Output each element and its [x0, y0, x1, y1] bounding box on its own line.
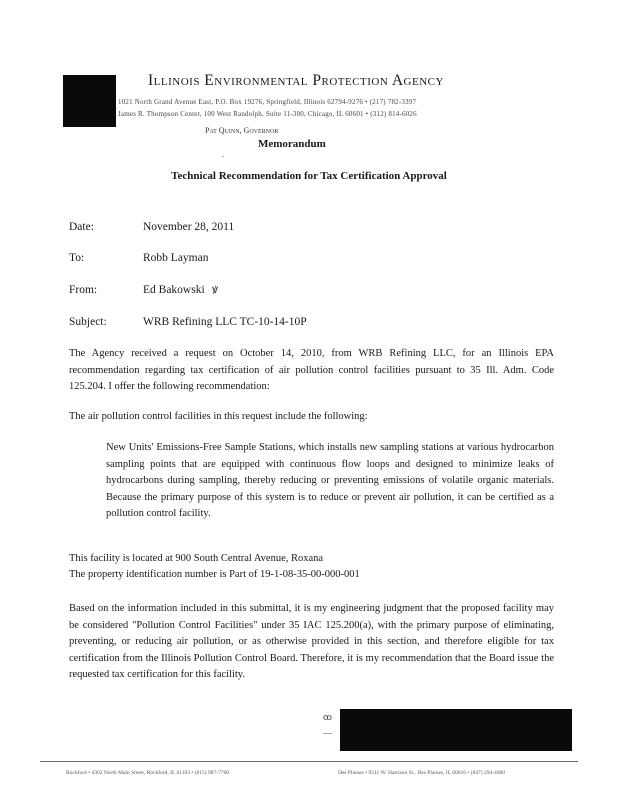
intro-paragraph: The Agency received a request on October 14, 2010, from WRB Refining LLC, for an Illinois EPA recommendation regarding tax certification of air pollution control facilities pursuant to 35 Ill. Adm. Code 125.204. I offer the following recommendation:	[69, 348, 554, 392]
footer-right-address: Des Plaines • 9511 W. Harrison St., Des Plaines, IL 60016 • (847) 294-4000	[338, 770, 506, 776]
footer-divider	[40, 761, 578, 762]
agency-address-line2: James R. Thompson Center, 100 West Randolph, Suite 11-300, Chicago, IL 60601 • (312) 814-6026	[118, 110, 417, 118]
from-value: Ed Bakowski	[143, 284, 205, 296]
to-value: Robb Layman	[143, 252, 209, 264]
date-value: November 28, 2011	[143, 221, 235, 233]
governor-name: Pat Quinn, Governor	[205, 126, 279, 135]
facility-description-paragraph: New Units' Emissions-Free Sample Stations, which installs new sampling stations at various hydrocarbon sampling points that are equipped with continuous flow loops and designed to minimize leaks of hydrocarbons during sampling, thereby reducing or preventing emissions of volatile organic materials. Because the primary purpose of this system is to reduce or prevent air pollution, it can be certified as a pollution control facility.	[106, 442, 554, 519]
recommendation-paragraph: Based on the information included in this submittal, it is my engineering judgment that the proposed facility may be considered "Pollution Control Facilities" under 35 IAC 125.200(a), with the primary purpose of eliminating, preventing, or reducing air pollution, or as otherwise provided in this section, and therefore eligible for tax certification from the Illinois Pollution Control Board. Therefore, it is my recommendation that the Board issue the requested tax certification for this facility.	[69, 603, 554, 680]
redacted-logo-block	[63, 75, 116, 127]
signature-scribble: ꝏ	[323, 712, 332, 722]
facilities-intro-paragraph: The air pollution control facilities in this request include the following:	[69, 411, 368, 422]
document-title: Technical Recommendation for Tax Certification Approval	[171, 170, 447, 182]
from-label: From:	[69, 284, 98, 296]
memo-label: Memorandum	[258, 138, 326, 150]
location-line: This facility is located at 900 South Central Avenue, Roxana	[69, 553, 324, 564]
date-label: Date:	[69, 221, 94, 233]
to-label: To:	[69, 252, 85, 264]
handwritten-initials: ꝟ	[212, 282, 219, 296]
property-id-line: The property identification number is Part of 19-1-08-35-00-000-001	[69, 569, 360, 580]
subject-value: WRB Refining LLC TC-10-14-10P	[143, 316, 307, 328]
redacted-signature-block	[340, 709, 572, 751]
agency-name: Illinois Environmental Protection Agency	[148, 72, 444, 89]
footer-left-address: Rockford • 4302 North Main Street, Rockford, IL 61103 • (815) 987-7760	[66, 770, 230, 776]
subject-label: Subject:	[69, 316, 107, 328]
signature-dash: —	[323, 728, 332, 738]
scan-speck: -	[222, 152, 225, 160]
agency-address-line1: 1021 North Grand Avenue East, P.O. Box 19276, Springfield, Illinois 62794-9276 • (217) 782-3397	[118, 98, 417, 106]
